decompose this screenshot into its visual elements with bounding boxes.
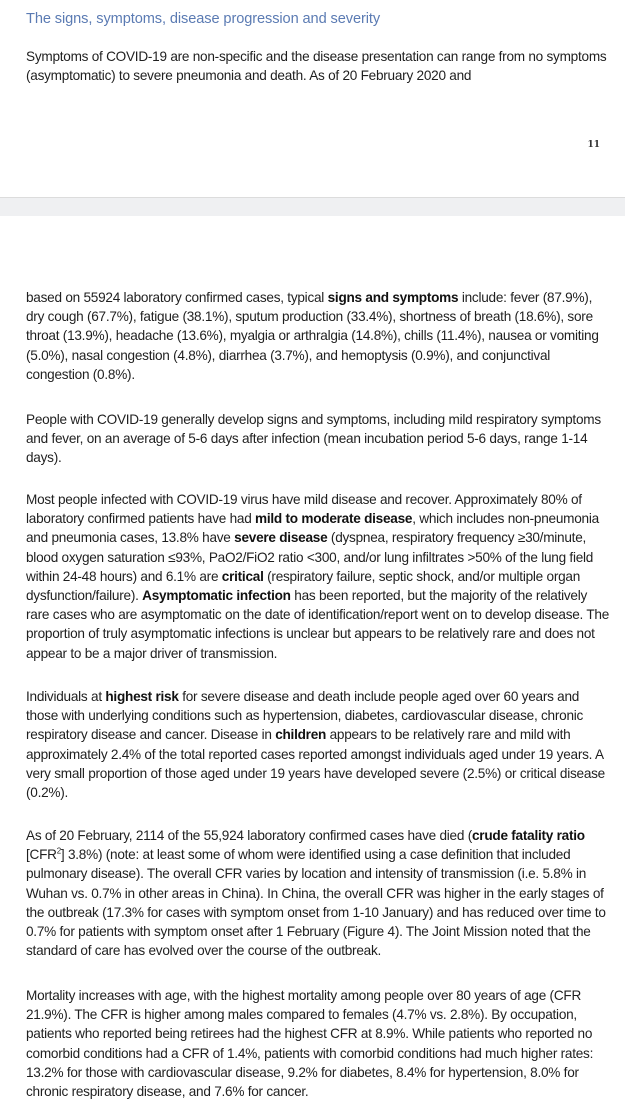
paragraph-highest-risk [26,687,611,802]
document-page-top [0,0,625,197]
text-run: [CFR [26,847,57,863]
footnote-marker: 2 [56,846,61,856]
document-page-bottom [0,216,625,1111]
bold-term: highest risk [105,689,179,704]
section-heading: The signs, symptoms, disease progression and severity [26,11,381,27]
intro-paragraph: Symptoms of COVID-19 are non-specific and the disease presentation can range from no symptoms (asymptomatic) to severe pneumonia and death. As of 20 February 2020 and [26,49,607,84]
bold-term: Asymptomatic infection [142,588,291,604]
text-run: Most people infected with COVID-19 virus have mild disease and recover. Approximately 80% of laboratory confirmed patients have had [26,492,582,527]
text-run: based on 55924 laboratory confirmed cases, typical [26,290,328,305]
bold-term: signs and symptoms [327,290,459,305]
bold-term: children [275,727,327,743]
text-run: As of 20 February, 2114 of the 55,924 laboratory confirmed cases have died ( [26,828,472,843]
text-run: (respiratory failure, septic shock, and/or multiple organ dysfunction/failure). [26,568,581,604]
text-run: (dyspnea, respiratory frequency ≥30/minute, blood oxygen saturation ≤93%, PaO2/FiO2 ratio <300, and/or lung infiltrates >50% of the lung field within 24-48 hours) and 6.1% are [26,530,594,584]
page-separator [0,197,625,216]
text-run: , which includes non-pneumonia and pneumonia cases, 13.8% have [26,511,599,546]
text-run: ] 3.8%) (note: at least some of whom were identified using a case definition that included pulmonary disease). The overall CFR varies by location and intensity of transmission (i.e. 5.8% in Wuhan vs. 0.7% in other areas in China). In China, the overall CFR was higher in the early stages of the outbreak (17.3% for cases with symptom onset from 1-10 January) and has reduced over time to 0.7% for patients with symptom onset after 1 February (Figure 4). The Joint Mission noted that the standard of care has evolved over the course of the outbreak. [26,847,606,959]
bold-term: critical [221,568,264,584]
paragraph-mortality: Mortality increases with age, with the highest mortality among people over 80 years of age (CFR 21.9%). The CFR is higher among males compared to females (4.7% vs. 2.8%). By occupation, patients who reported being retirees had the highest CFR at 8.9%. While patients who reported no comorbid conditions had a CFR of 1.4%, patients with comorbid conditions had much higher rates: 13.2% for those with cardiovascular disease, 9.2% for diabetes, 8.4% for hypertension, 8.0% for chronic respiratory disease, and 7.6% for cancer. [26,988,594,1100]
text-run: Individuals at [26,689,106,704]
text-run: appears to be relatively rare and mild with approximately 2.4% of the total reported cases reported amongst individuals aged under 19 years. A very small proportion of those aged under 19 years have developed severe (2.5%) or critical disease (0.2%). [26,727,605,801]
paragraph-incubation: People with COVID-19 generally develop signs and symptoms, including mild respiratory symptoms and fever, on an average of 5-6 days after infection (mean incubation period 5-6 days, range 1-14 days). [26,412,601,466]
paragraph-severity [26,490,611,663]
page-number: 11 [587,140,600,150]
bold-term: crude fatality ratio [471,828,585,843]
text-run: for severe disease and death include people aged over 60 years and those with underlying conditions such as hypertension, diabetes, cardiovascular disease, chronic respiratory disease and cancer. Disease in [26,689,584,743]
paragraph-fatality-ratio [26,826,611,960]
text-run: include: fever (87.9%), dry cough (67.7%), fatigue (38.1%), sputum production (33.4%), shortness of breath (18.6%), sore throat (13.9%), headache (13.6%), myalgia or arthralgia (14.8%), chills (11.4%), nausea or vomiting (5.0%), nasal congestion (4.8%), diarrhea (3.7%), and hemoptysis (0.9%), and conjunctival congestion (0.8%). [26,290,599,382]
paragraph-signs-symptoms [26,288,611,384]
text-run: has been reported, but the majority of the relatively rare cases who are asymptomatic on the date of identification/report went on to develop disease. The proportion of truly asymptomatic infections is unclear but appears to be relatively rare and does not appear to be a major driver of transmission. [26,588,610,661]
bold-term: severe disease [234,530,328,546]
bold-term: mild to moderate disease [255,511,413,527]
